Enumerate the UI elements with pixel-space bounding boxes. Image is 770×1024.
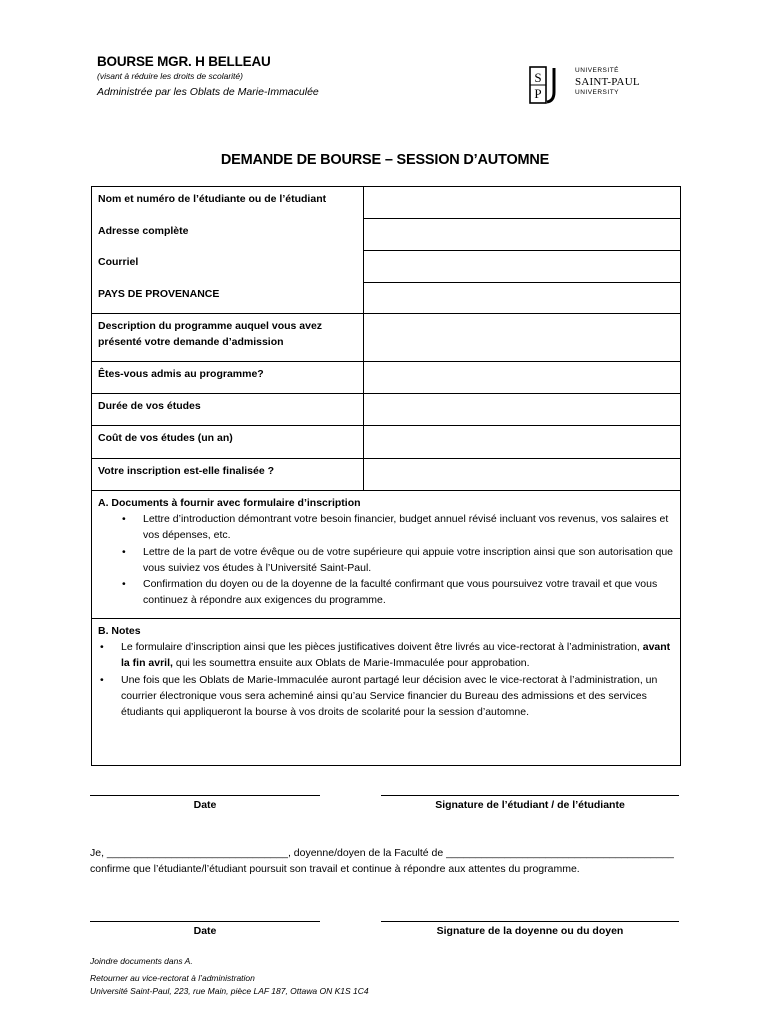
svg-text:P: P [534,86,542,101]
country-label: PAYS DE PROVENANCE [98,288,220,300]
cost-field[interactable] [364,426,680,458]
note-1-text: Le formulaire d’inscription ainsi que les pièces justificatives doivent être livrés au vice-rectorat à l’administration, [121,641,643,654]
address-label: Adresse complète [98,225,189,237]
logo-line-2: SAINT-PAUL [575,75,640,88]
application-form-table [91,186,681,766]
usp-logo-icon [529,66,563,104]
section-a-title: A. Documents à fournir avec formulaire d’inscription [98,497,361,509]
admitted-field[interactable] [364,362,680,393]
dean-signature-line[interactable] [381,921,679,922]
section-a-item: • Confirmation du doyen ou de la doyenne de la faculté confirmant que vous poursuivez votre travail et que vous continuez à répondre aux exigences du programme. [98,576,674,608]
program-label [92,314,364,361]
logo-line-3: UNIVERSITY [575,88,620,96]
dean-date-line[interactable] [90,921,320,922]
student-signature-label: Signature de l’étudiant / de l’étudiante [435,799,625,811]
dean-date-label: Date [193,925,217,937]
scholarship-title: BOURSE MGR. H BELLEAU [97,54,271,69]
section-a-item: • Lettre d’introduction démontrant votre besoin financier, budget annuel révisé incluant vos revenus, vos salaires et vos dépenses, etc. [98,511,674,543]
name-field[interactable] [364,187,680,219]
section-b-item [98,639,674,671]
admitted-label: Êtes-vous admis au programme? [92,362,364,393]
name-label: Nom et numéro de l’étudiante ou de l’étudiant [98,193,327,205]
university-logo [529,66,649,104]
program-label-line-1: Description du programme auquel vous avez [98,320,323,332]
registration-label: Votre inscription est-elle finalisée ? [92,459,364,490]
registration-field[interactable] [364,459,680,490]
section-b-title: B. Notes [98,625,141,637]
scholarship-subtitle: (visant à réduire les droits de scolarité) [97,71,243,81]
administered-by: Administrée par les Oblats de Marie-Immaculée [97,86,319,98]
section-b [92,619,680,765]
footer-return-note: Retourner au vice-rectorat à l’administration [90,973,255,983]
student-signature-line[interactable] [381,795,679,796]
note-1-text-end: qui les soumettra ensuite aux Oblats de Marie-Immaculée pour approbation. [172,657,530,670]
email-field[interactable] [364,251,680,283]
logo-wordmark [575,66,640,96]
dean-statement-line-1: Je, _______________________________, doyenne/doyen de la Faculté de _______________________________________ [90,847,674,859]
section-a [92,491,680,618]
cost-label: Coût de vos études (un an) [92,426,364,458]
deadline-text: avant la fin avril, [121,641,671,670]
address-field[interactable] [364,219,680,251]
section-b-item: • Une fois que les Oblats de Marie-Immaculée auront partagé leur décision avec le vice-rectorat à l’administration, un courrier électronique vous sera acheminé ainsi qu’au Service financier du Bureau des admissions et des services étudiants qui appliqueront la bourse à vos droits de scolarité pour la session d’automne. [98,672,674,721]
program-field[interactable] [364,314,680,361]
footer-address: Université Saint-Paul, 223, rue Main, pièce LAF 187, Ottawa ON K1S 1C4 [90,986,369,996]
duration-label: Durée de vos études [92,394,364,425]
duration-field[interactable] [364,394,680,425]
student-date-label: Date [193,799,217,811]
footer-attach-note: Joindre documents dans A. [90,956,193,966]
student-date-line[interactable] [90,795,320,796]
email-label: Courriel [98,256,139,268]
country-field[interactable] [364,283,680,313]
form-title: DEMANDE DE BOURSE – SESSION D’AUTOMNE [220,152,550,168]
contact-labels [92,187,364,313]
svg-text:S: S [534,70,542,85]
dean-statement-line-2: confirme que l’étudiante/l’étudiant poursuit son travail et continue à répondre aux attentes du programme. [90,863,580,875]
logo-line-1: UNIVERSITÉ [575,67,620,74]
section-a-item: • Lettre de la part de votre évêque ou de votre supérieure qui appuie votre inscription ainsi que son autorisation que vous suiviez vos études à l’Université Saint-Paul. [98,544,674,576]
program-label-line-2: présenté votre demande d’admission [98,336,284,348]
dean-signature-label: Signature de la doyenne ou du doyen [436,925,624,937]
